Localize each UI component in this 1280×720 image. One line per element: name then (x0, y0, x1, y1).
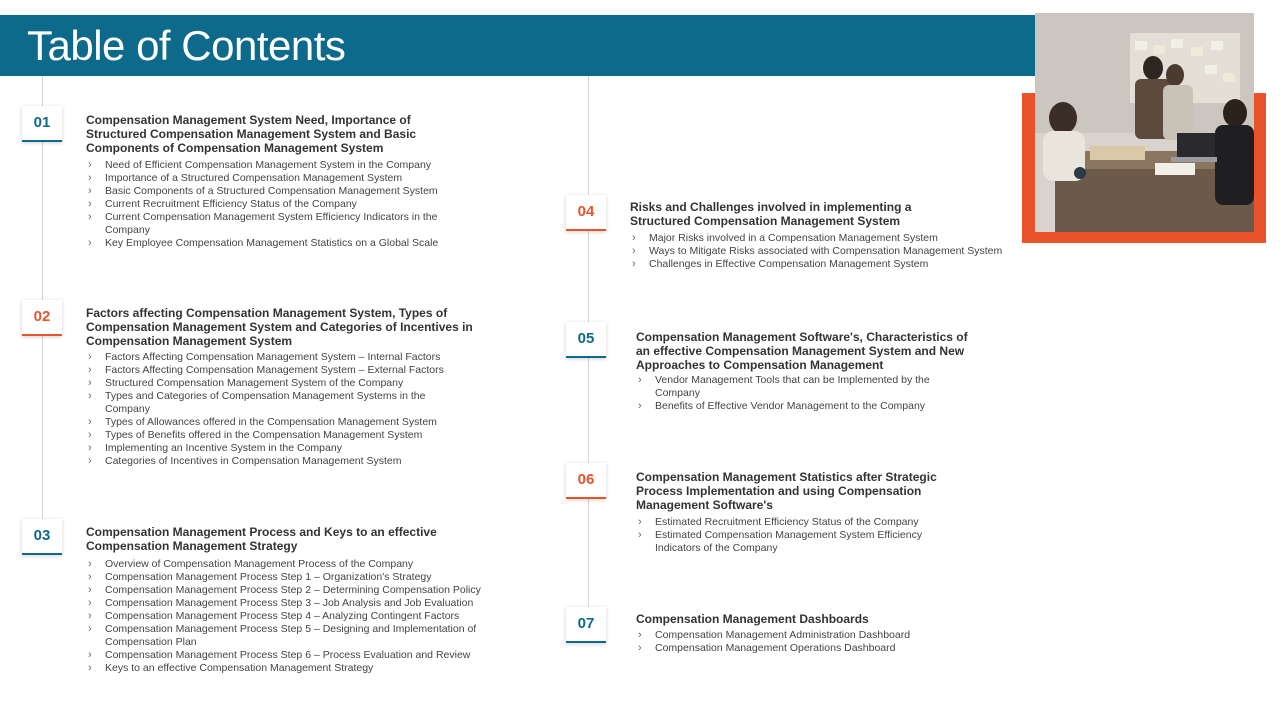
list-item: › Compensation Management Administration Dashboard (636, 629, 956, 642)
list-item: › Overview of Compensation Management Process of the Company (86, 558, 486, 571)
section-02-number: 02 (22, 300, 62, 336)
list-item: › Basic Components of a Structured Compensation Management System (86, 185, 466, 198)
list-item: › Current Recruitment Efficiency Status of the Company (86, 198, 466, 211)
list-item: › Compensation Management Process Step 3 – Job Analysis and Job Evaluation (86, 597, 486, 610)
section-06-items (636, 516, 956, 555)
list-item: › Compensation Management Process Step 6 – Process Evaluation and Review (86, 649, 486, 662)
list-item: › Compensation Management Process Step 1 – Organization's Strategy (86, 571, 486, 584)
section-06-title: Compensation Management Statistics after Strategic Process Implementation and using Compensation Management Software's (636, 470, 937, 512)
list-item: › Current Compensation Management System Efficiency Indicators in the Company (86, 211, 466, 237)
list-item: › Ways to Mitigate Risks associated with Compensation Management System (630, 245, 1030, 258)
section-03-items (86, 558, 486, 675)
list-item: › Types and Categories of Compensation Management Systems in the Company (86, 390, 466, 416)
list-item: › Key Employee Compensation Management Statistics on a Global Scale (86, 237, 466, 250)
section-04-items (630, 232, 1030, 271)
list-item: › Benefits of Effective Vendor Management to the Company (636, 400, 946, 413)
office-meeting-illustration (1035, 13, 1254, 232)
list-item: › Implementing an Incentive System in the Company (86, 442, 466, 455)
section-01-number: 01 (22, 106, 62, 142)
list-item: › Factors Affecting Compensation Management System – Internal Factors (86, 351, 466, 364)
section-05-title: Compensation Management Software's, Characteristics of an effective Compensation Management System and New Approaches to Compensation Management (636, 330, 968, 372)
list-item: › Types of Benefits offered in the Compensation Management System (86, 429, 466, 442)
list-item: › Vendor Management Tools that can be Implemented by the Company (636, 374, 946, 400)
list-item: › Categories of Incentives in Compensation Management System (86, 455, 466, 468)
title-bar (0, 15, 1035, 76)
list-item: › Major Risks involved in a Compensation Management System (630, 232, 1030, 245)
list-item: › Compensation Management Process Step 5 – Designing and Implementation of Compensation Plan (86, 623, 486, 649)
list-item: › Factors Affecting Compensation Management System – External Factors (86, 364, 466, 377)
section-02-items (86, 351, 466, 468)
page-title: Table of Contents (27, 22, 346, 69)
list-item: › Types of Allowances offered in the Compensation Management System (86, 416, 466, 429)
section-04-number: 04 (566, 195, 606, 231)
section-06-number: 06 (566, 463, 606, 499)
office-meeting-photo (1035, 13, 1254, 232)
list-item: › Compensation Management Process Step 2 – Determining Compensation Policy (86, 584, 486, 597)
list-item: › Challenges in Effective Compensation Management System (630, 258, 1030, 271)
list-item: › Importance of a Structured Compensation Management System (86, 172, 466, 185)
section-03-title: Compensation Management Process and Keys to an effective Compensation Management Strategy (86, 525, 437, 553)
section-04-title: Risks and Challenges involved in implementing a Structured Compensation Management System (630, 200, 912, 228)
section-05-items (636, 374, 946, 413)
section-07-number: 07 (566, 607, 606, 643)
section-01-title: Compensation Management System Need, Importance of Structured Compensation Management System and Basic Components of Compensation Management System (86, 113, 417, 155)
list-item: › Estimated Recruitment Efficiency Status of the Company (636, 516, 956, 529)
list-item: › Structured Compensation Management System of the Company (86, 377, 466, 390)
list-item: › Compensation Management Operations Dashboard (636, 642, 956, 655)
section-02-title: Factors affecting Compensation Management System, Types of Compensation Management System and Categories of Incentives in Compensation Management System (86, 306, 473, 348)
section-07-items (636, 629, 956, 655)
section-07-title: Compensation Management Dashboards (636, 612, 869, 626)
list-item: › Need of Efficient Compensation Management System in the Company (86, 159, 466, 172)
section-05-number: 05 (566, 322, 606, 358)
list-item: › Keys to an effective Compensation Management Strategy (86, 662, 486, 675)
section-01-items (86, 159, 466, 250)
list-item: › Compensation Management Process Step 4 – Analyzing Contingent Factors (86, 610, 486, 623)
list-item: › Estimated Compensation Management System Efficiency Indicators of the Company (636, 529, 956, 555)
section-03-number: 03 (22, 519, 62, 555)
